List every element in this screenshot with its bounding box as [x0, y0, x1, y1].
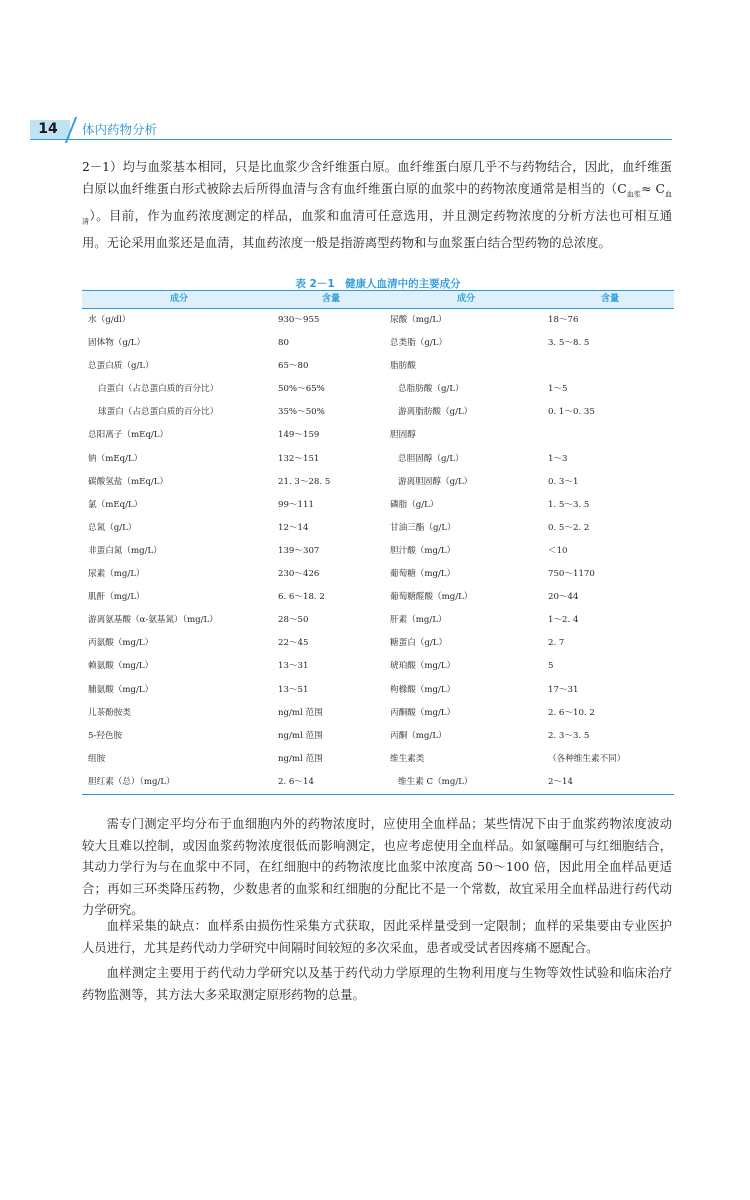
table-row: [82, 424, 674, 447]
cell-component-left: 球蛋白（占总蛋白质的百分比）: [98, 407, 219, 418]
cell-component-right: 维生素类: [390, 753, 425, 764]
cell-content-left: 65～80: [278, 361, 309, 372]
cell-content-left: 13～31: [278, 661, 309, 672]
table-row: [82, 332, 674, 355]
cell-content-left: 132～151: [278, 453, 320, 464]
cell-component-right: 枸橼酸（mg/L）: [390, 684, 456, 695]
cell-content-right: 2. 7: [548, 638, 565, 649]
cell-content-left: ng/ml 范围: [278, 753, 323, 764]
cell-component-left: 胆红素（总）（mg/L）: [88, 776, 175, 787]
cell-content-left: 28～50: [278, 615, 309, 626]
cell-content-right: （各种维生素不同）: [548, 753, 626, 764]
paragraph-blood-assay-uses: 血样测定主要用于药代动力学研究以及基于药代动力学原理的生物利用度与生物等效性试验和临床治疗药物监测等，其方法大多采取测定原形药物的总量。: [82, 966, 672, 1002]
cell-component-right: 总胆固醇（g/L）: [398, 453, 464, 464]
cell-component-right: 尿酸（mg/L）: [390, 315, 447, 325]
table-row: [82, 309, 674, 332]
table-row: [82, 609, 674, 632]
table-row: [82, 494, 674, 517]
cell-content-left: 50%～65%: [278, 384, 325, 395]
cell-content-right: 2. 6～10. 2: [548, 707, 595, 718]
table-row: [82, 378, 674, 401]
cell-content-right: [546, 424, 674, 447]
table-row: [82, 471, 674, 494]
table-row: [82, 355, 674, 378]
table-row: [82, 401, 674, 424]
cell-component-right: 丙酮（mg/L）: [390, 730, 447, 741]
cell-content-left: 35%～50%: [278, 407, 325, 418]
header-component-left: 成分: [169, 294, 188, 304]
cell-component-right: 胆汁酸（mg/L）: [390, 545, 456, 556]
cell-component-right: 脂肪酸: [390, 361, 416, 372]
cell-component-right: 糖蛋白（g/L）: [390, 638, 448, 649]
book-title: 体内药物分析: [82, 122, 158, 137]
cell-component-left: 丙氨酸（mg/L）: [88, 638, 154, 649]
cell-content-left: 22～45: [278, 638, 309, 649]
cell-content-right: ＜10: [548, 545, 568, 556]
subscript-serum: 血清: [82, 190, 673, 226]
cell-content-right: 2. 3～3. 5: [548, 730, 590, 741]
cell-content-right: 1～5: [548, 384, 568, 395]
cell-content-right: 5: [548, 661, 554, 672]
table-row: [82, 655, 674, 678]
cell-component-right: 磷脂（g/L）: [390, 499, 439, 510]
intro-text-2: ≈ C: [641, 181, 665, 196]
cell-component-right: 总类脂（g/L）: [390, 338, 448, 349]
cell-component-left: 钠（mEq/L）: [88, 453, 143, 464]
cell-component-left: 氯（mEq/L）: [88, 499, 143, 510]
cell-content-left: 12～14: [278, 522, 309, 533]
cell-content-left: 99～111: [278, 499, 314, 510]
cell-component-left: 白蛋白（占总蛋白质的百分比）: [98, 384, 219, 395]
cell-component-left: 5-羟色胺: [88, 730, 123, 741]
cell-content-left: 930～955: [278, 315, 320, 325]
cell-component-right: 肝素（mg/L）: [390, 615, 447, 626]
intro-paragraph: [82, 157, 672, 254]
cell-component-right: 游离胆固醇（g/L）: [398, 476, 473, 487]
table-row: [82, 679, 674, 702]
cell-component-left: 总氮（g/L）: [88, 522, 137, 533]
cell-component-left: 总阳离子（mEq/L）: [88, 430, 169, 441]
cell-content-right: 0. 1～0. 35: [548, 407, 595, 418]
cell-content-right: 0. 3～1: [548, 476, 579, 487]
cell-component-left: 肌酐（mg/L）: [88, 592, 145, 603]
table-caption: 表 2－1 健康人血清中的主要成分: [295, 278, 461, 290]
cell-content-right: 1. 5～3. 5: [548, 499, 590, 510]
table-row: [82, 632, 674, 655]
table-row: [82, 563, 674, 586]
serum-components-table: [82, 290, 674, 795]
cell-component-left: 尿素（mg/L）: [88, 569, 145, 580]
cell-content-left: 230～426: [278, 569, 320, 580]
paragraph-whole-blood: 需专门测定平均分布于血细胞内外的药物浓度时，应使用全血样品；某些情况下由于血浆药物浓度波动较大且难以控制，或因血浆药物浓度很低而影响测定，也应考虑使用全血样品。如氯噻酮可与红细胞结合，其动力学行为与在血浆中不同，在红细胞中的药物浓度比血浆中浓度高 50～100 倍，因此用全血样品更适合；再如三环类降压药物，少数患者的血浆和红细胞的分配比不是一个常数，故宜采用全血样品进行药代动力学研究。: [82, 817, 672, 918]
cell-component-right: 琥珀酸（mg/L）: [390, 661, 456, 672]
cell-component-right: 甘油三酯（g/L）: [390, 522, 456, 533]
cell-component-left: 赖氨酸（mg/L）: [88, 661, 154, 672]
cell-content-left: 2. 6～14: [278, 776, 314, 787]
cell-component-left: 非蛋白氮（mg/L）: [88, 545, 162, 556]
cell-content-left: 21. 3～28. 5: [278, 476, 331, 487]
cell-content-right: 1～2. 4: [548, 615, 579, 626]
header-content-left: 含量: [321, 294, 340, 304]
cell-content-right: [546, 355, 674, 378]
cell-component-right: 葡萄糖醛酸（mg/L）: [390, 592, 473, 603]
cell-content-right: 20～44: [548, 592, 579, 603]
cell-component-right: 游离脂肪酸（g/L）: [398, 407, 473, 418]
table-row: [82, 448, 674, 471]
cell-content-right: 0. 5～2. 2: [548, 522, 590, 533]
page-number: 14: [38, 121, 58, 137]
header-component-right: 成分: [456, 294, 475, 304]
cell-content-right: 18～76: [548, 315, 579, 325]
cell-component-right: 胆固醇: [390, 430, 416, 441]
cell-content-right: 2～14: [548, 776, 573, 787]
table-header-row: [82, 291, 674, 309]
table-row: [82, 725, 674, 748]
intro-text-3: ）。目前，作为血药浓度测定的样品，血浆和血清可任意选用，并且测定药物浓度的分析方法也可相互通用。无论采用血浆还是血清，其血药浓度一般是指游离型药物和与血浆蛋白结合型药物的总浓度。: [82, 208, 672, 250]
cell-component-left: 儿茶酚胺类: [88, 707, 131, 718]
cell-content-left: 13～51: [278, 684, 309, 695]
header-rule: [30, 139, 672, 140]
cell-component-right: 总脂肪酸（g/L）: [398, 384, 464, 395]
cell-component-right: 维生素 C（mg/L）: [398, 776, 473, 787]
cell-component-left: 游离氨基酸（α-氨基氮）（mg/L）: [88, 615, 218, 626]
paragraph-sampling-drawbacks: 血样采集的缺点：血样系由损伤性采集方式获取，因此采样量受到一定限制；血样的采集要由专业医护人员进行，尤其是药代动力学研究中间隔时间较短的多次采血，患者或受试者因疼痛不愿配合。: [82, 919, 672, 955]
cell-component-right: 葡萄糖（mg/L）: [390, 569, 456, 580]
table-row: [82, 586, 674, 609]
subscript-plasma: 血浆: [626, 190, 642, 199]
intro-text-1: 2－1）均与血浆基本相同，只是比血浆少含纤维蛋白原。血纤维蛋白原几乎不与药物结合，因此，血纤维蛋白原以血纤维蛋白形式被除去后所得血清与含有血纤维蛋白原的血浆中的药物浓度通常是相当的（C: [82, 160, 672, 196]
running-header: [0, 117, 750, 147]
cell-component-left: 组胺: [88, 753, 106, 764]
cell-content-right: 1～3: [548, 453, 568, 464]
cell-content-left: ng/ml 范围: [278, 730, 323, 741]
header-content-right: 含量: [600, 294, 619, 304]
cell-component-right: 丙酮酸（mg/L）: [390, 707, 456, 718]
cell-content-left: 80: [278, 338, 289, 349]
table-body: [82, 309, 674, 794]
cell-content-left: ng/ml 范围: [278, 707, 323, 718]
cell-content-left: 139～307: [278, 545, 320, 556]
cell-component-left: 总蛋白质（g/L）: [88, 361, 154, 372]
table-row: [82, 540, 674, 563]
cell-component-left: 水（g/dl）: [88, 315, 131, 325]
cell-content-right: 3. 5～8. 5: [548, 338, 590, 349]
cell-component-left: 固体物（g/L）: [88, 338, 146, 349]
cell-content-right: 17～31: [548, 684, 579, 695]
table-row: [82, 771, 674, 794]
table-row: [82, 517, 674, 540]
cell-content-left: 6. 6～18. 2: [278, 592, 325, 603]
cell-content-left: 149～159: [278, 430, 320, 441]
cell-component-left: 脯氨酸（mg/L）: [88, 684, 154, 695]
table-row: [82, 748, 674, 771]
cell-component-left: 碳酸氢盐（mEq/L）: [88, 476, 169, 487]
table-row: [82, 702, 674, 725]
cell-content-right: 750～1170: [548, 569, 595, 580]
